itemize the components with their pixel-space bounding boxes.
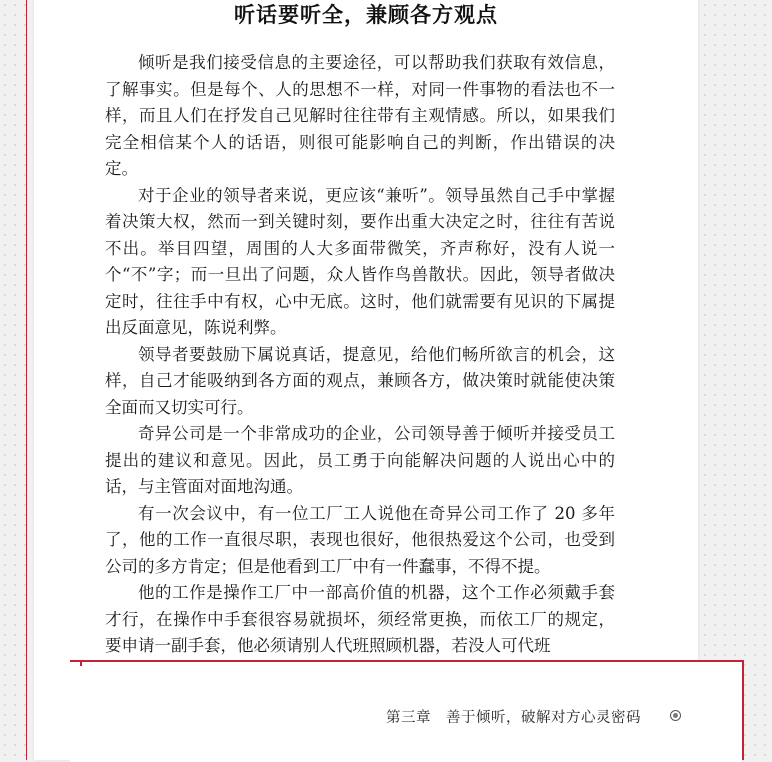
footer-right-rule [742,660,744,760]
paragraph: 对于企业的领导者来说，更应该“兼听”。领导虽然自己手中掌握着决策大权，然而一到关键时刻，要作出重大决定之时，往往有苦说不出。举目四望，周围的人大多面带微笑，齐声称好，没有人说一个“不”字；而一旦出了问题，众人皆作鸟兽散状。因此，领导者做决定时，往往手中有权，心中无底。这时，他们就需要有见识的下属提出反面意见，陈说利弊。 [105,185,615,337]
paragraph: 奇异公司是一个非常成功的企业，公司领导善于倾听并接受员工提出的建议和意见。因此，员工勇于向能解决问题的人说出心中的话，与主管面对面地沟通。 [105,424,615,496]
paragraph: 有一次会议中，有一位工厂工人说他在奇异公司工作了 20 多年了，他的工作一直很尽职，表现也很好，他很热爱这个公司，也受到公司的多方肯定；但是他看到工厂中有一件蠢事，不得不提。 [105,503,615,576]
page-title: 听话要听全，兼顾各方观点 [234,2,498,27]
paragraph: 他的工作是操作工厂中一部高价值的机器，这个工作必须戴手套才行，在操作中手套很容易就损坏，须经常更换，而依工厂的规定，要申请一副手套，他必须请别人代班照顾机器，若没人可代班 [105,583,615,655]
circle-dot-icon [670,710,681,721]
chapter-footer [70,660,742,762]
footer-left-rule [80,660,82,666]
article-body [105,50,615,660]
paragraph: 倾听是我们接受信息的主要途径，可以帮助我们获取有效信息，了解事实。但是每个、人的思想不一样，对同一件事物的看法也不一样，而且人们在抒发自己见解时往往带有主观情感。所以，如果我们完全相信某个人的话语，则很可能影响自己的判断，作出错误的决定。 [105,53,615,178]
left-margin-rule [26,0,27,760]
chapter-label: 第三章 善于倾听，破解对方心灵密码 [386,710,641,726]
paragraph: 领导者要鼓励下属说真话，提意见，给他们畅所欲言的机会，这样，自己才能吸纳到各方面的观点，兼顾各方，做决策时就能使决策全面而又切实可行。 [105,344,615,417]
book-page [34,0,698,760]
